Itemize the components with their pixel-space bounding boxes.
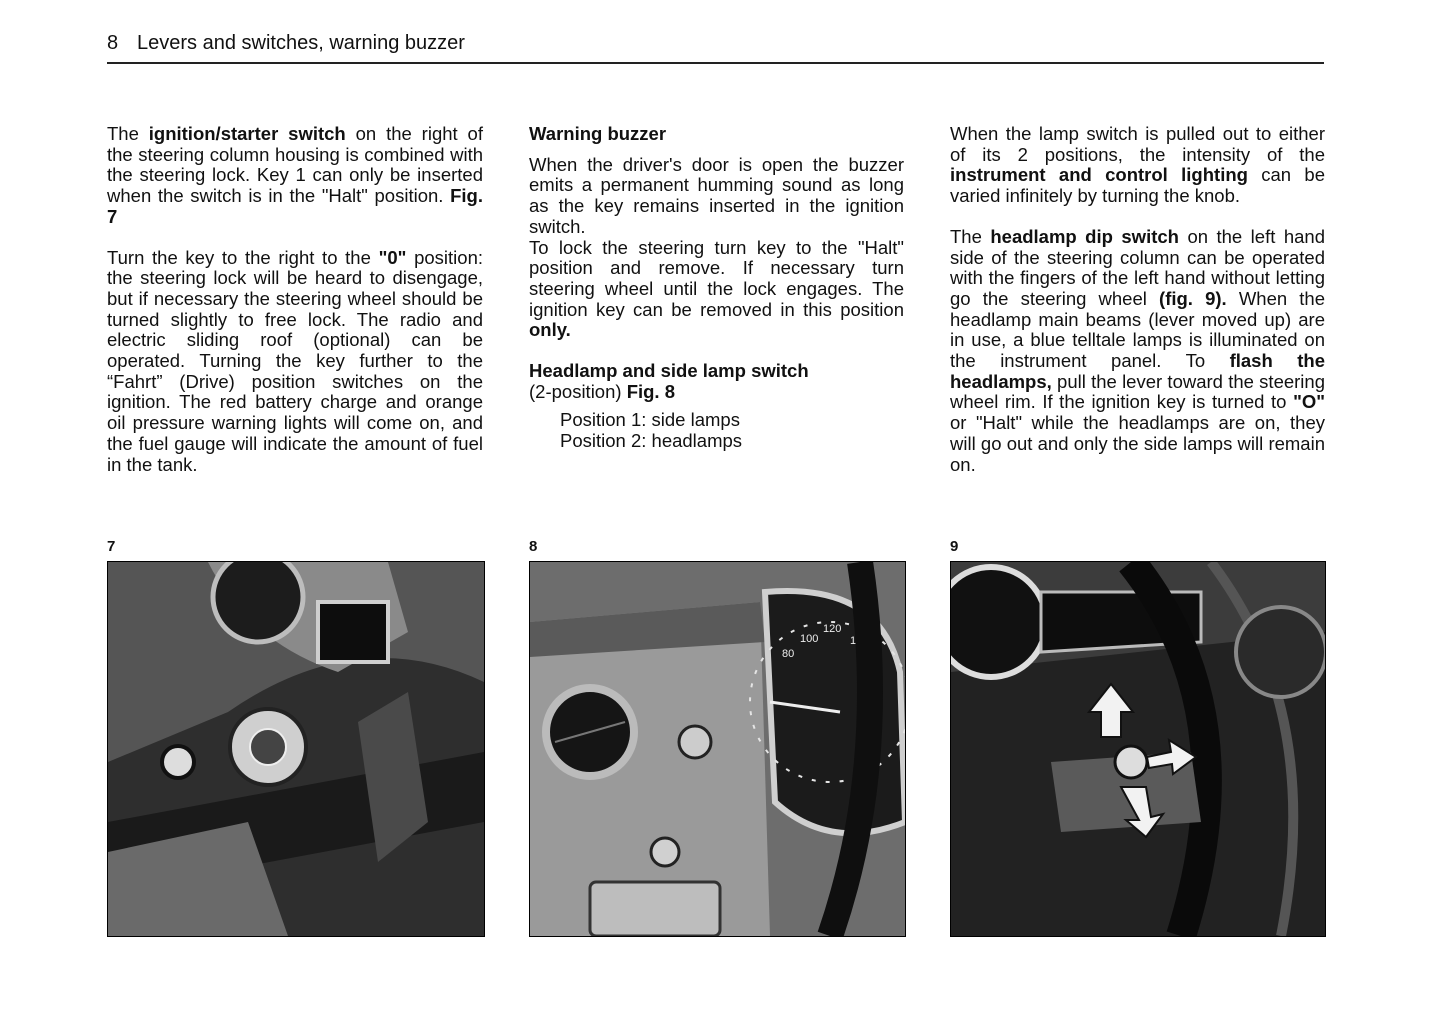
position-item: Position 1: side lamps bbox=[560, 409, 740, 431]
figure-8-photo bbox=[529, 561, 906, 937]
figure-9-photo bbox=[950, 561, 1326, 937]
headlamp-switch-subheading: (2-position) Fig. 8 bbox=[529, 380, 675, 402]
warning-buzzer-heading: Warning buzzer bbox=[529, 123, 667, 144]
figure-9-label: 9 bbox=[950, 538, 959, 555]
lock-paragraph: To lock the steering turn key to the "Halt" position and remove. If necessary turn steering wheel until the lock engages. The ignition key can be removed in this position only. bbox=[529, 236, 904, 341]
column-1 bbox=[107, 124, 483, 495]
page-title: Levers and switches, warning buzzer bbox=[137, 32, 465, 54]
figure-7-label: 7 bbox=[107, 538, 116, 555]
page-number: 8 bbox=[107, 32, 119, 54]
speedo-label: 120 bbox=[823, 623, 842, 635]
figure-8-label: 8 bbox=[529, 538, 538, 555]
dip-switch-paragraph: The headlamp dip switch on the left hand side of the steering column can be operated with the fingers of the left hand without letting go the steering wheel (fig. 9). When the headlamp main beams (lever moved up) are in use, a blue telltale lamps is illuminated on the instrument panel. To flash the headlamps, pull the lever toward the steering wheel rim. If the ignition key is turned to "O" or "Halt" while the headlamps are on, they will go out and only the side lamps will remain on. bbox=[950, 225, 1326, 475]
page-header bbox=[107, 30, 1324, 64]
speedo-label: 100 bbox=[800, 633, 819, 645]
headlamp-switch-heading: Headlamp and side lamp switch bbox=[529, 360, 809, 382]
turn-key-paragraph: Turn the key to the right to the "0" position: the steering lock will be heard to disengage, but if necessary the steering wheel should be turned slightly to free lock. The radio and electric sliding roof (optional) can be operated. Turning the key further to the “Fahrt” (Drive) position switches on the ignition. The red battery charge and orange oil pressure warning lights will come on, and the fuel gauge will indicate the amount of fuel in the tank. bbox=[107, 246, 484, 475]
speedo-label: 140 bbox=[850, 635, 869, 647]
buzzer-paragraph: When the driver's door is open the buzzer emits a permanent humming sound as long as the key remains inserted in the ignition switch. bbox=[529, 153, 904, 237]
ignition-paragraph: The ignition/starter switch on the right of the steering column housing is combined with the steering lock. Key 1 can only be inserted when the switch is in the "Halt" position. Fig. 7 bbox=[107, 123, 483, 227]
speedo-label: 80 bbox=[782, 648, 795, 660]
column-2 bbox=[529, 124, 904, 452]
position-item: Position 2: headlamps bbox=[560, 430, 743, 452]
position-list bbox=[560, 410, 904, 451]
column-3 bbox=[950, 124, 1325, 495]
lamp-switch-paragraph: When the lamp switch is pulled out to either of its 2 positions, the intensity of the instrument and control lighting can be varied infinitely by turning the knob. bbox=[950, 123, 1325, 207]
figure-7-photo bbox=[107, 561, 485, 937]
